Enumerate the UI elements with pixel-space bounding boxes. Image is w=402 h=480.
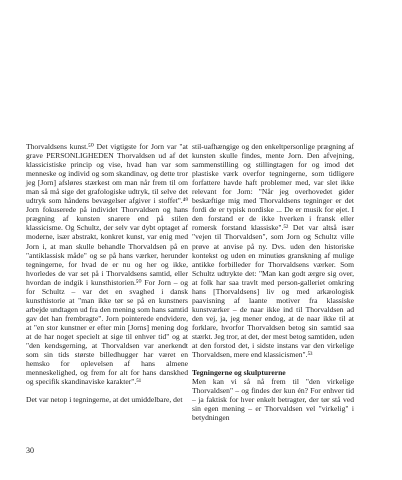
- page-number: 30: [26, 446, 34, 455]
- left-text-column: [26, 142, 188, 404]
- right-text-column: [192, 142, 354, 422]
- section-heading: Tegningerne og skulpturerne: [192, 368, 286, 378]
- body-paragraph: Det var netop i tegningerne, at det umiddelbare, det: [26, 395, 183, 405]
- body-paragraph: Men kan vi så nå frem til "den virkelige Thorvaldsen" – og findes der kun én? For enhver tid – ja faktisk for hver enkelt betragter, der tør stå ved sin egen mening – er Thorvaldsen vel "virkelig" i betydningen: [192, 377, 354, 423]
- body-paragraph: Thorvaldsens kunst.⁵⁰ Det vigtigste for Jorn var "at grave PERSONLIGHEDEN Thorvaldsen ud af det klassicistiske princip og vise, hvad han var som menneske og individ og som skandinav, og dette tror jeg [Jorn] afsløres stærkest om man når frem til om man så må sige det grafologiske udtryk, til selve det udtryk som håndens bevægelser afgiver i stoffet".⁴⁹ Jorn fokuserede på individet Thorvaldsen og hans prægning af kunsten snarere end på stilen klassicisme. Og Schultz, der selv var dybt optaget af moderne, især abstrakt, konkret kunst, var enig med Jorn i, at man skulle behandle Thorvaldsen på en "antiklassisk måde" og se på hans værker, herunder tegningerne, for hvad de er nu og her og ikke, hvorledes de var set på i Thorvaldsens samtid, eller hvordan de indgik i kunsthistorien.⁵⁰ For Jorn – og for Schultz – var det en svaghed i dansk kunsthistorie at "man ikke tør se på en kunstners arbejde undtagen ud fra den mening som hans samtid gav det han frembragte". Jorn pointerede endvidere, at "en stor kunstner er efter min [Jorns] mening dog at de har noget specielt at sige til enhver tid" og at "den kendsgerning, at Thorvaldsen var anerkendt som sin tids største billedhugger har været en hemsko for oplevelsen af hans almene menneskelighed, og frem for alt for hans danskhed og specifik skandinaviske karakter".⁵¹: [26, 142, 188, 387]
- body-paragraph: stil-uafhængige og den enkeltpersonlige prægning af kunsten skulle findes, mente Jorn. Den afvejning, sammenstilling og stillingtagen for og imod det plastiske værk overfor tegningerne, som tidligere forfattere havde haft problemer med, var slet ikke relevant for Jorn: "Når jeg overhovedet gider beskæftige mig med Thorvaldsens tegninger er det fordi de er typisk nordiske ... De er musik for øjet. I den forstand er de ikke hverken i fransk eller romersk forstand klassiske".⁵² Det var altså især "vejen til Thorvaldsen", som Jorn og Schultz ville prøve at anvise på ny. Dvs. uden den historiske kontekst og uden en minutiøs granskning af mulige antikke forbilleder for Thorvaldsens værker. Som Schultz udtrykte det: "Man kan godt ærgre sig over, at folk har saa travlt med person-galleriet omkring hans [Thorvaldsens] liv og med arkæologisk paavisning af laante motiver fra klassiske kunstværker – de naar ikke ind til Thorvaldsen ad den vej, ja, jeg mener endog, at de naar ikke til at forklare, hvorfor Thorvaldsen betog sin samtid saa stærkt. Jeg tror, at det, der mest betog samtiden, uden at den forstod det, i sidste instans var den virkelige Thorvaldsen, mere end klassicismen".⁵³: [192, 142, 354, 360]
